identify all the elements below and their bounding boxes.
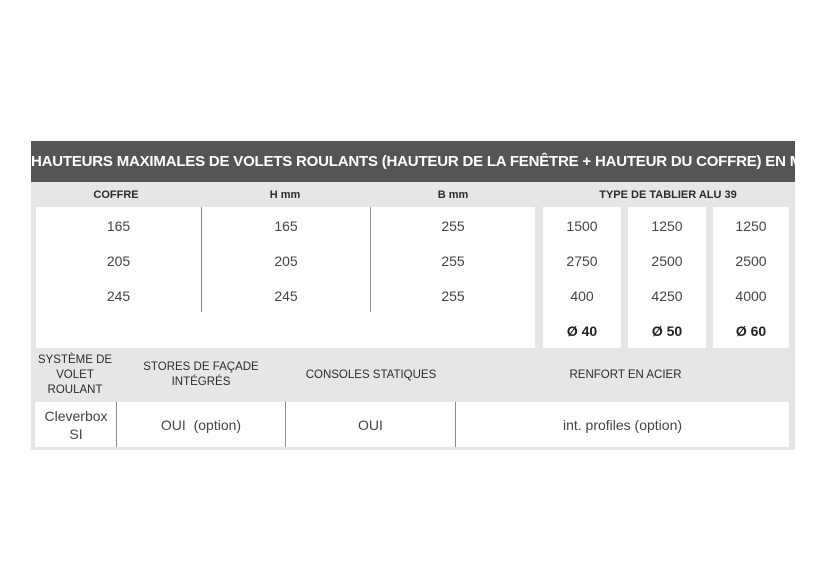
cell-b: 255 bbox=[441, 288, 465, 304]
cell-coffre: 245 bbox=[106, 288, 131, 304]
diameter-50: Ø 50 bbox=[651, 323, 683, 339]
dimensions-panel bbox=[36, 207, 535, 348]
cell-h: 205 bbox=[274, 253, 298, 269]
cell-t40: 400 bbox=[570, 288, 594, 304]
tablier-column-50 bbox=[628, 207, 706, 348]
header-consoles: CONSOLES STATIQUES bbox=[305, 369, 437, 381]
system-row bbox=[35, 402, 789, 447]
cell-b: 255 bbox=[441, 218, 465, 234]
header-renfort: RENFORT EN ACIER bbox=[569, 369, 682, 381]
cell-t50: 2500 bbox=[651, 253, 683, 269]
cell-stores: OUI (option) bbox=[160, 417, 242, 433]
tablier-column-60 bbox=[713, 207, 789, 348]
cell-h: 245 bbox=[274, 288, 298, 304]
cell-t60: 4000 bbox=[735, 288, 767, 304]
cell-h: 165 bbox=[274, 218, 298, 234]
header-type-tablier: TYPE DE TABLIER ALU 39 bbox=[599, 189, 737, 201]
cell-coffre: 205 bbox=[106, 253, 131, 269]
header-stores: STORES DE FAÇADE INTÉGRÉS bbox=[143, 361, 259, 388]
header-b: B mm bbox=[437, 189, 469, 201]
cell-t50: 1250 bbox=[651, 218, 683, 234]
diameter-40: Ø 40 bbox=[566, 323, 598, 339]
cell-t40: 1500 bbox=[566, 218, 598, 234]
cell-t60: 2500 bbox=[735, 253, 767, 269]
cell-t50: 4250 bbox=[651, 288, 683, 304]
cell-b: 255 bbox=[441, 253, 465, 269]
cell-t60: 1250 bbox=[735, 218, 767, 234]
cell-coffre: 165 bbox=[106, 218, 131, 234]
tablier-column-40 bbox=[543, 207, 621, 348]
cell-t40: 2750 bbox=[566, 253, 598, 269]
header-system: SYSTÈME DE VOLET ROULANT bbox=[37, 354, 113, 396]
cell-system: Cleverbox SI bbox=[44, 408, 108, 442]
cell-consoles: OUI bbox=[358, 417, 383, 433]
header-h: H mm bbox=[269, 189, 301, 201]
table-title: HAUTEURS MAXIMALES DE VOLETS ROULANTS (HAUTEUR DE LA FENÊTRE + HAUTEUR DU COFFRE) EN MM bbox=[31, 141, 795, 182]
height-table bbox=[31, 141, 815, 450]
diameter-60: Ø 60 bbox=[735, 323, 767, 339]
cell-renfort: int. profiles (option) bbox=[562, 417, 683, 433]
header-coffre: COFFRE bbox=[93, 189, 139, 201]
